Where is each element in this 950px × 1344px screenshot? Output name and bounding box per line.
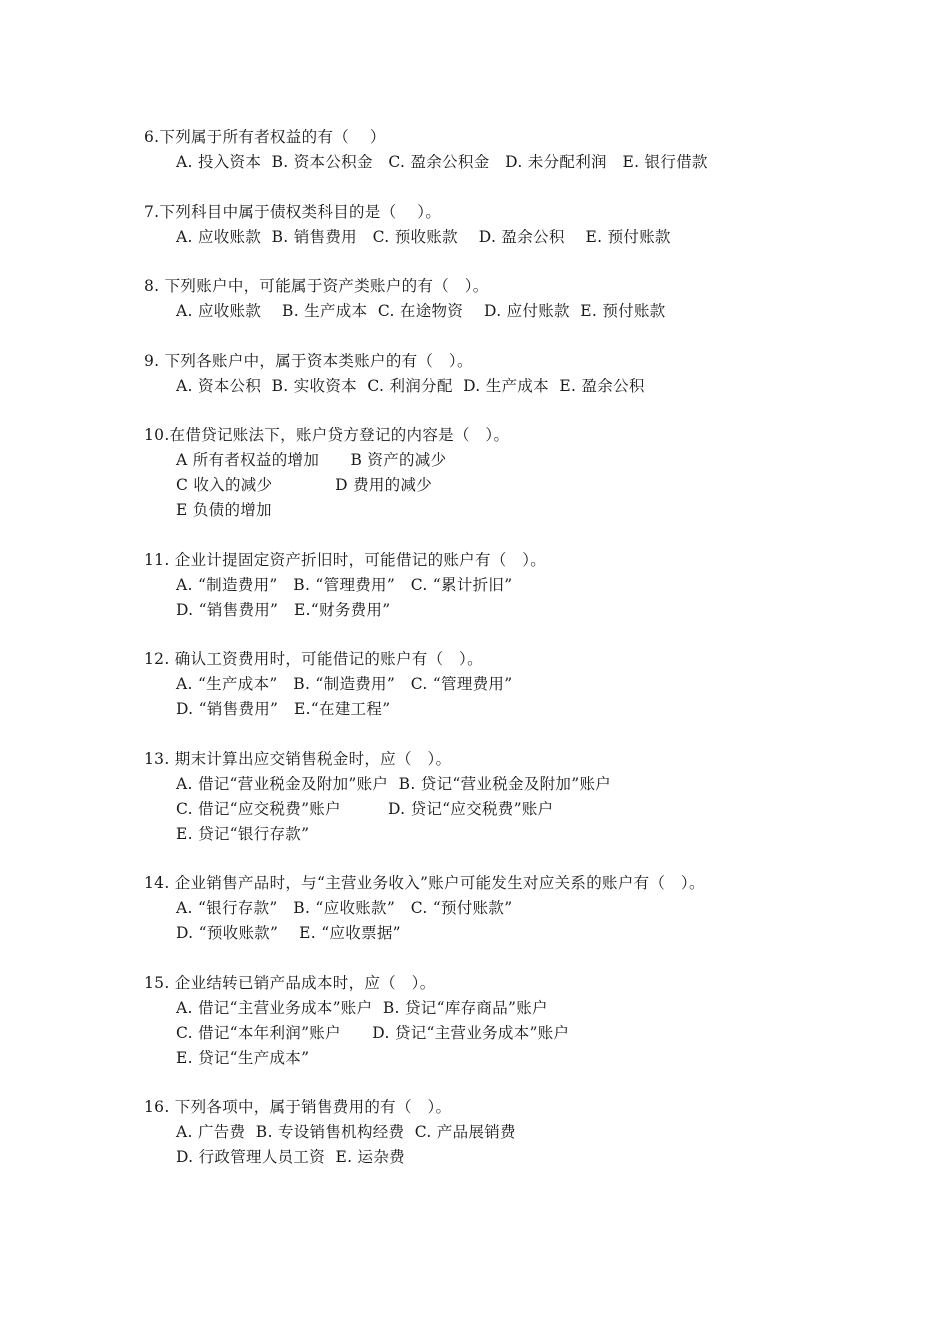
question-text: 12. 确认工资费用时，可能借记的账户有（ ）。 (144, 650, 483, 668)
question-6 (144, 125, 924, 175)
option-line: A. 投入资本 B. 资本公积金 C. 盈余公积金 D. 未分配利润 E. 银行借款 (176, 153, 708, 171)
question-8 (144, 274, 924, 324)
option-line: A. 应收账款 B. 生产成本 C. 在途物资 D. 应付账款 E. 预付账款 (176, 302, 666, 320)
option-line: A. 广告费 B. 专设销售机构经费 C. 产品展销费 (176, 1123, 516, 1141)
option-line: A 所有者权益的增加 B 资产的减少 (176, 451, 447, 469)
option-line: D. “销售费用” E.“在建工程” (176, 700, 391, 718)
question-text: 14. 企业销售产品时，与“主营业务收入”账户可能发生对应关系的账户有（ ）。 (144, 874, 705, 892)
question-text: 6.下列属于所有者权益的有（ ） (144, 128, 386, 146)
question-text: 16. 下列各项中，属于销售费用的有（ ）。 (144, 1098, 452, 1116)
question-text: 10.在借贷记账法下，账户贷方登记的内容是（ ）。 (144, 426, 510, 444)
option-line: A. “银行存款” B. “应收账款” C. “预付账款” (176, 899, 513, 917)
question-16 (144, 1095, 924, 1170)
question-10 (144, 423, 924, 523)
option-line: E. 贷记“银行存款” (176, 825, 310, 843)
question-text: 8. 下列账户中，可能属于资产类账户的有（ ）。 (144, 277, 489, 295)
option-line: D. “销售费用” E.“财务费用” (176, 601, 391, 619)
question-text: 7.下列科目中属于债权类科目的是（ ）。 (144, 203, 442, 221)
option-line: A. “制造费用” B. “管理费用” C. “累计折旧” (176, 576, 513, 594)
question-text: 15. 企业结转已销产品成本时，应（ ）。 (144, 974, 436, 992)
option-line: A. 资本公积 B. 实收资本 C. 利润分配 D. 生产成本 E. 盈余公积 (176, 377, 645, 395)
option-line: C. 借记“本年利润”账户 D. 贷记“主营业务成本”账户 (176, 1024, 570, 1042)
option-line: C 收入的减少 D 费用的减少 (176, 476, 433, 494)
question-text: 13. 期末计算出应交销售税金时，应（ ）。 (144, 750, 452, 768)
question-15 (144, 971, 924, 1071)
question-14 (144, 871, 924, 946)
option-line: D. 行政管理人员工资 E. 运杂费 (176, 1148, 405, 1166)
option-line: C. 借记“应交税费”账户 D. 贷记“应交税费”账户 (176, 800, 554, 818)
option-line: A. 应收账款 B. 销售费用 C. 预收账款 D. 盈余公积 E. 预付账款 (176, 228, 671, 246)
question-text: 11. 企业计提固定资产折旧时，可能借记的账户有（ ）。 (144, 551, 547, 569)
question-9 (144, 349, 924, 399)
option-line: E 负债的增加 (176, 501, 272, 519)
question-7 (144, 200, 924, 250)
option-line: D. “预收账款” E. “应收票据” (176, 924, 401, 942)
option-line: A. “生产成本” B. “制造费用” C. “管理费用” (176, 675, 513, 693)
question-13 (144, 747, 924, 847)
option-line: A. 借记“主营业务成本”账户 B. 贷记“库存商品”账户 (176, 999, 548, 1017)
option-line: E. 贷记“生产成本” (176, 1049, 310, 1067)
question-12 (144, 647, 924, 722)
question-text: 9. 下列各账户中，属于资本类账户的有（ ）。 (144, 352, 473, 370)
option-line: A. 借记“营业税金及附加”账户 B. 贷记“营业税金及附加”账户 (176, 775, 612, 793)
question-11 (144, 548, 924, 623)
